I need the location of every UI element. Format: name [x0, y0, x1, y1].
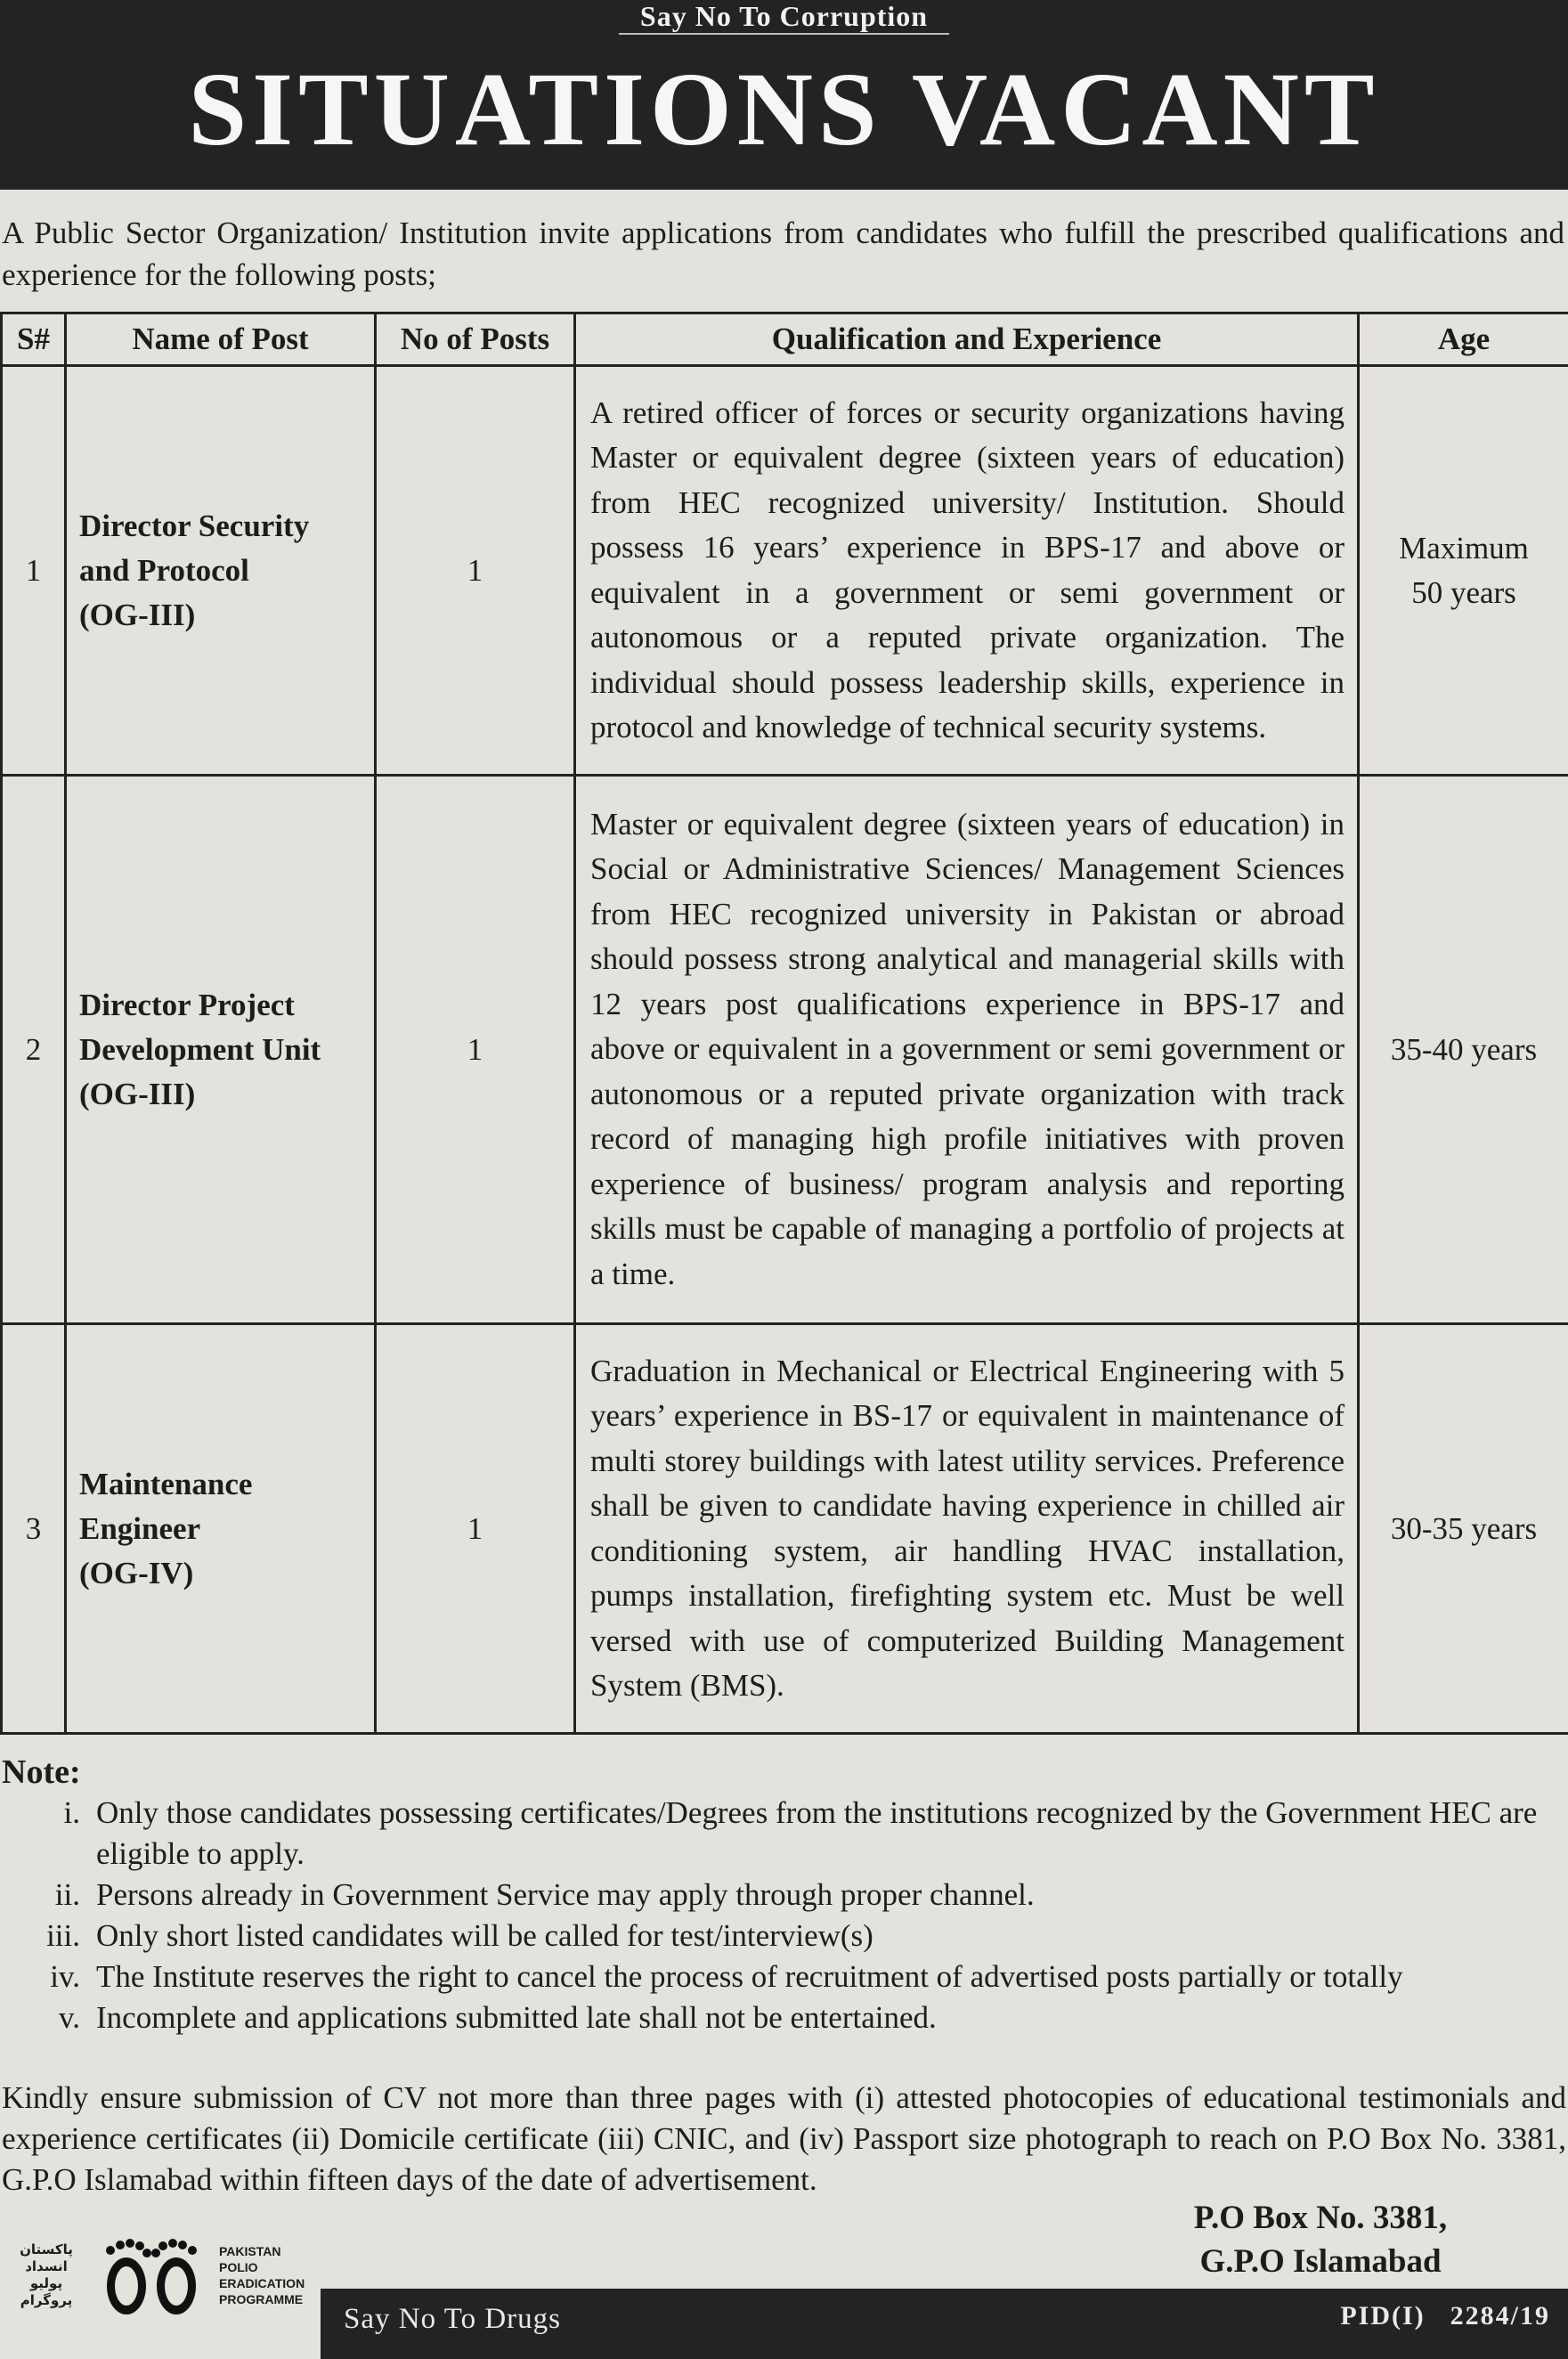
note-item	[0, 1916, 1568, 1956]
post-name-line: Director Project	[79, 987, 295, 1022]
age-line: 35-40 years	[1390, 1031, 1538, 1067]
note-item	[0, 1875, 1568, 1916]
age-line: 50 years	[1411, 574, 1516, 610]
notes-list	[0, 1793, 1568, 2038]
post-grade: (OG-III)	[79, 1076, 196, 1111]
intro-paragraph: A Public Sector Organization/ Institution invite applications from candidates who fulfill the prescribed qualifications and experience for the following posts;	[2, 216, 1564, 292]
post-name-line: Director Security	[79, 508, 310, 543]
age-line: Maximum	[1399, 530, 1529, 565]
col-header-age: Age	[1359, 313, 1568, 366]
cell-post-count: 1	[376, 1324, 575, 1734]
address-line: P.O Box No. 3381,	[1193, 2200, 1448, 2236]
post-grade: (OG-III)	[79, 597, 196, 632]
note-numeral: v.	[59, 2000, 80, 2035]
post-name-line: Engineer	[79, 1510, 201, 1546]
footprints-icon	[91, 2231, 212, 2320]
cell-sno: 1	[2, 366, 66, 776]
table-header-row	[2, 313, 1568, 366]
cell-qualification: Master or equivalent degree (sixteen years of education) in Social or Administrative Sciences/ Management Sciences from HEC recognized university in Pakistan or abroad should possess strong analytical and managerial skills with 12 years post qualifications experience in BPS-17 and above or equivalent in a government or semi government or autonomous or a reputed private organization with track record of managing high profile initiatives with proven experience of business/ program analysis and reporting skills must be capable of managing a portfolio of projects at a time.	[575, 776, 1359, 1324]
col-header-count: No of Posts	[376, 313, 575, 366]
cell-sno: 2	[2, 776, 66, 1324]
footer-reference	[1340, 2301, 1550, 2331]
note-numeral: i.	[63, 1795, 80, 1830]
footer-banner	[321, 2289, 1568, 2359]
note-item	[0, 1997, 1568, 2038]
cell-sno: 3	[2, 1324, 66, 1734]
note-text: The Institute reserves the right to cancel the process of recruitment of advertised posts partially or totally	[96, 1959, 1403, 1994]
address-line: G.P.O Islamabad	[1199, 2243, 1442, 2280]
logo-urdu-text: پاکستان انسداد پولیو پروگرام	[20, 2241, 73, 2308]
top-tagline: Say No To Corruption	[619, 0, 949, 35]
post-name-line: and Protocol	[79, 552, 249, 588]
cell-post-name	[66, 1324, 376, 1734]
polio-programme-logo	[9, 2231, 312, 2320]
note-text: Only short listed candidates will be called for test/interview(s)	[96, 1918, 873, 1953]
logo-programme-text: PAKISTAN POLIO ERADICATION PROGRAMME	[219, 2244, 305, 2306]
cell-qualification: A retired officer of forces or security organizations having Master or equivalent degree (sixteen years of education) from HEC recognized university/ Institution. Should possess 16 years’ experience in BPS-17 and above or equivalent in a government or semi government or autonomous or a reputed private organization. The individual should possess leadership skills, experience in protocol and knowledge of technical security systems.	[575, 366, 1359, 776]
cell-post-name	[66, 776, 376, 1324]
table-row	[2, 1324, 1568, 1734]
submission-instructions: Kindly ensure submission of CV not more than three pages with (i) attested photocopies of educational testimonials and experience certificates (ii) Domicile certificate (iii) CNIC, and (iv) Passport size photograph to reach on P.O Box No. 3381, G.P.O Islamabad within fifteen days of the date of advertisement.	[2, 2080, 1566, 2197]
post-name-line: Development Unit	[79, 1031, 321, 1067]
post-name-line: Maintenance	[79, 1466, 253, 1501]
note-text: Incomplete and applications submitted late shall not be entertained.	[96, 2000, 937, 2035]
cell-qualification: Graduation in Mechanical or Electrical Engineering with 5 years’ experience in BS-17 or equivalent in maintenance of multi storey buildings with latest utility services. Preference shall be given to candidate having experience in chilled air conditioning system, air handling HVAC installation, pumps installation, firefighting system etc. Must be well versed with use of computerized Building Management System (BMS).	[575, 1324, 1359, 1734]
col-header-post: Name of Post	[66, 313, 376, 366]
header-banner	[0, 0, 1568, 190]
note-heading: Note:	[2, 1753, 81, 1791]
note-numeral: ii.	[54, 1877, 80, 1912]
age-line: 30-35 years	[1390, 1510, 1538, 1546]
note-item	[0, 1793, 1568, 1875]
note-text: Only those candidates possessing certificates/Degrees from the institutions recognized by the Government HEC are eligible to apply.	[96, 1795, 1538, 1871]
note-numeral: iii.	[46, 1918, 80, 1953]
cell-post-count: 1	[376, 366, 575, 776]
cell-age	[1359, 1324, 1568, 1734]
postal-address	[1089, 2196, 1552, 2283]
cell-post-count: 1	[376, 776, 575, 1324]
table-row	[2, 776, 1568, 1324]
cell-post-name	[66, 366, 376, 776]
post-grade: (OG-IV)	[79, 1555, 194, 1590]
pid-code: 2284/19	[1450, 2301, 1550, 2331]
col-header-qualification: Qualification and Experience	[575, 313, 1359, 366]
note-numeral: iv.	[50, 1959, 80, 1994]
cell-age	[1359, 366, 1568, 776]
posts-table	[0, 312, 1568, 1735]
footer-tagline: Say No To Drugs	[344, 2303, 562, 2335]
cell-age	[1359, 776, 1568, 1324]
pid-label: PID(I)	[1340, 2301, 1426, 2331]
note-item	[0, 1956, 1568, 1997]
col-header-sno: S#	[2, 313, 66, 366]
note-text: Persons already in Government Service may apply through proper channel.	[96, 1877, 1035, 1912]
page-title: SITUATIONS VACANT	[188, 51, 1380, 167]
table-row	[2, 366, 1568, 776]
